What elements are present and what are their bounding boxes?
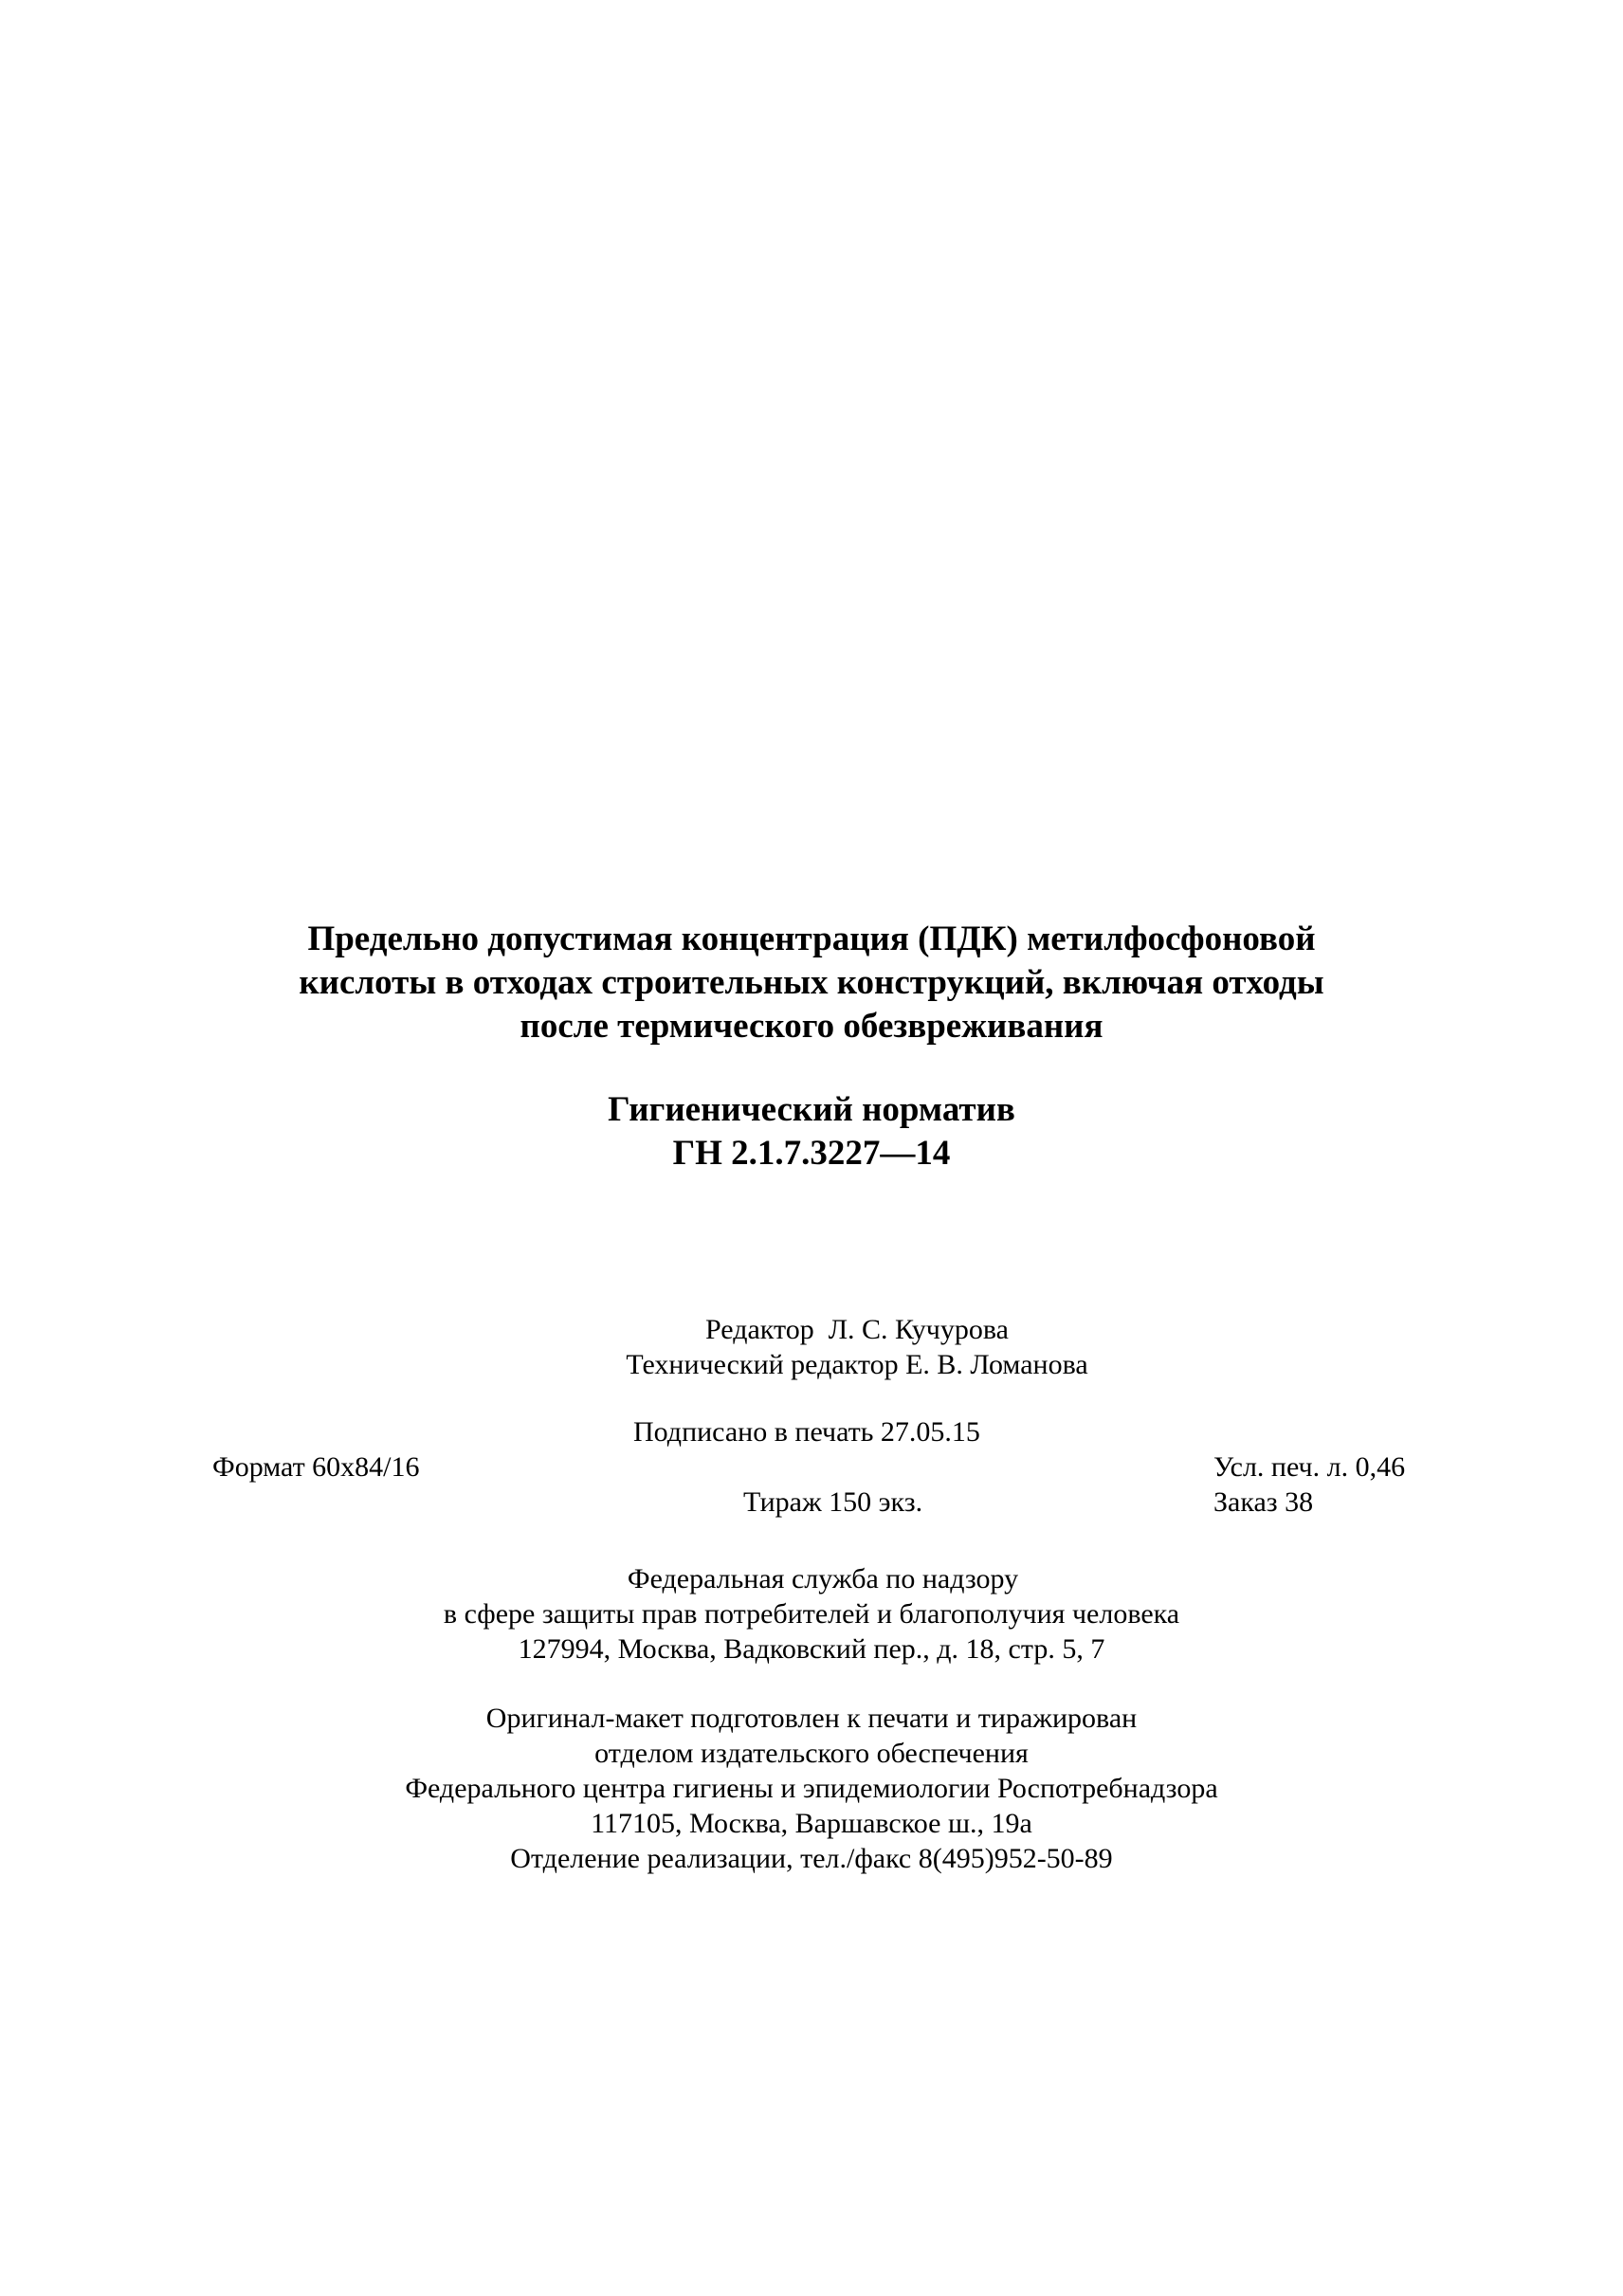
maker-line-4: 117105, Москва, Варшавское ш., 19а bbox=[591, 1808, 1032, 1839]
title-line-3: после термического обезвреживания bbox=[520, 1007, 1103, 1046]
norm-type: Гигиенический норматив bbox=[608, 1090, 1015, 1129]
layout-maker-block bbox=[0, 1701, 1623, 1876]
maker-line-3: Федерального центра гигиены и эпидемиологии Роспотребнадзора bbox=[405, 1773, 1218, 1804]
maker-line-1: Оригинал-макет подготовлен к печати и тиражирован bbox=[485, 1703, 1138, 1734]
order-number: Заказ 38 bbox=[1213, 1486, 1314, 1518]
paper-format: Формат 60x84/16 bbox=[212, 1451, 420, 1483]
norm-code: ГН 2.1.7.3227—14 bbox=[672, 1134, 951, 1173]
circulation: Тираж 150 экз. bbox=[743, 1486, 923, 1518]
print-info-row-1 bbox=[0, 1414, 1623, 1449]
maker-line-5: Отделение реализации, тел./факс 8(495)952-50-89 bbox=[510, 1843, 1113, 1874]
publisher-block bbox=[0, 1561, 1623, 1667]
publisher-line-3: 127994, Москва, Вадковский пер., д. 18, стр. 5, 7 bbox=[518, 1633, 1105, 1665]
signed-date: Подписано в печать 27.05.15 bbox=[633, 1416, 980, 1448]
document-subtitle bbox=[0, 1088, 1623, 1175]
print-info-row-2 bbox=[0, 1449, 1623, 1485]
publisher-line-2: в сфере защиты прав потребителей и благополучия человека bbox=[443, 1598, 1180, 1630]
document-title bbox=[0, 918, 1623, 1048]
editor-name: Редактор Л. С. Кучурова bbox=[705, 1314, 1009, 1345]
title-line-1: Предельно допустимая концентрация (ПДК) метилфосфоновой bbox=[307, 920, 1316, 958]
tech-editor-name: Технический редактор Е. В. Ломанова bbox=[626, 1349, 1088, 1380]
editors-block bbox=[0, 1312, 1623, 1382]
printed-sheets: Усл. печ. л. 0,46 bbox=[1213, 1451, 1406, 1483]
title-line-2: кислоты в отходах строительных конструкций, включая отходы bbox=[299, 963, 1324, 1002]
print-info-block bbox=[0, 1414, 1623, 1520]
publisher-line-1: Федеральная служба по надзору bbox=[627, 1563, 1019, 1594]
print-info-row-3 bbox=[0, 1485, 1623, 1520]
maker-line-2: отделом издательского обеспечения bbox=[594, 1738, 1029, 1769]
